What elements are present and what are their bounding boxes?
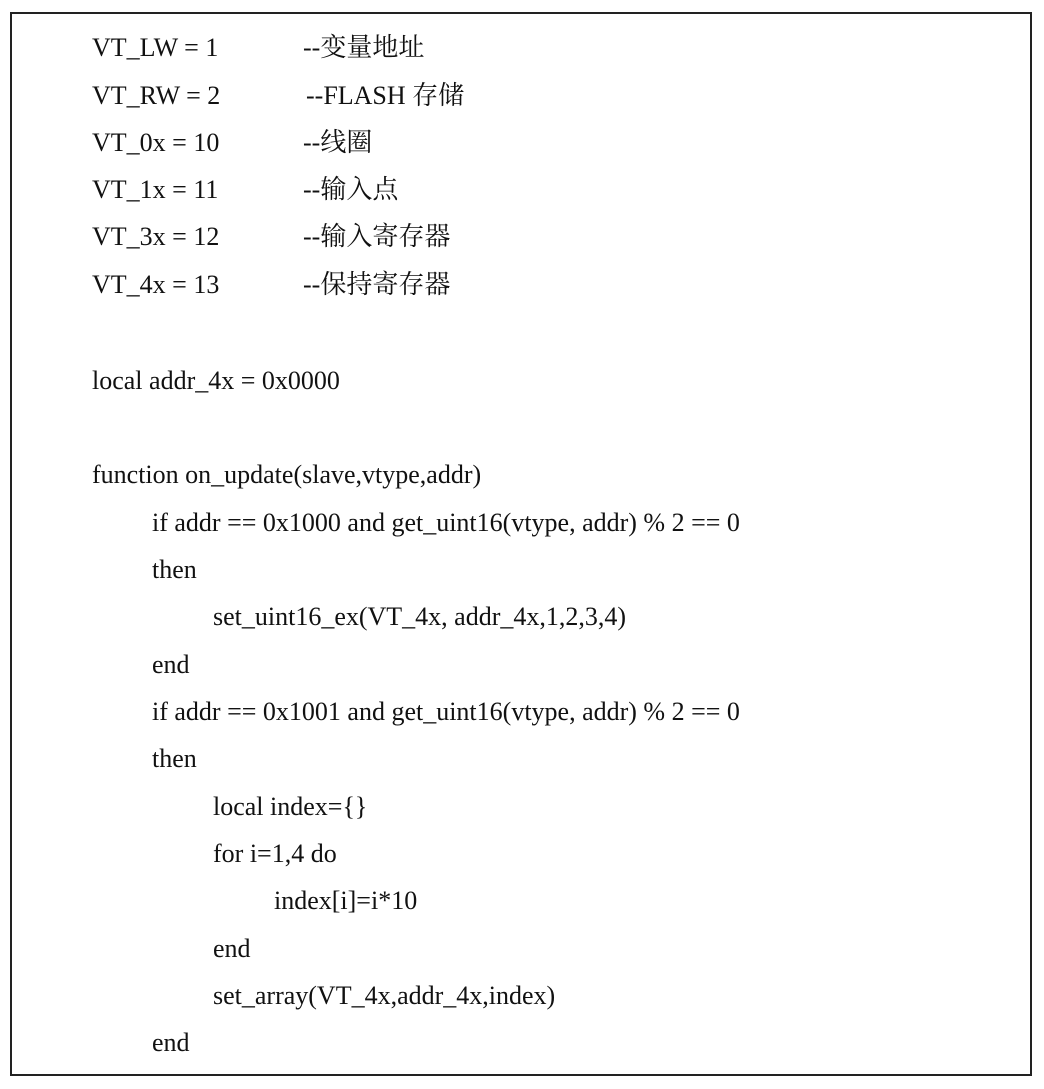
const-line-vt-rw: VT_RW = 2 <box>92 81 221 110</box>
code-line-function-def: function on_update(slave,vtype,addr) <box>92 460 482 489</box>
const-comment-vt-0x: --线圈 <box>303 128 373 157</box>
const-line-vt-3x: VT_3x = 12 <box>92 222 220 251</box>
const-line-vt-lw: VT_LW = 1 <box>92 33 219 62</box>
const-line-vt-0x: VT_0x = 10 <box>92 128 220 157</box>
code-line-local-index: local index={} <box>213 792 368 821</box>
code-line-then-2: then <box>152 744 197 773</box>
code-line-local-addr: local addr_4x = 0x0000 <box>92 366 340 395</box>
code-line-if-1001: if addr == 0x1001 and get_uint16(vtype, addr) % 2 == 0 <box>152 697 740 726</box>
code-line-for-loop: for i=1,4 do <box>213 839 337 868</box>
const-comment-vt-3x: --输入寄存器 <box>303 222 451 251</box>
code-line-set-array: set_array(VT_4x,addr_4x,index) <box>213 981 556 1010</box>
const-comment-vt-1x: --输入点 <box>303 175 399 204</box>
const-comment-vt-rw: --FLASH 存储 <box>306 81 465 110</box>
code-line-then-1: then <box>152 555 197 584</box>
code-line-end-2: end <box>152 1028 190 1057</box>
code-line-end-for: end <box>213 934 251 963</box>
code-line-if-1000: if addr == 0x1000 and get_uint16(vtype, addr) % 2 == 0 <box>152 508 740 537</box>
const-line-vt-4x: VT_4x = 13 <box>92 270 220 299</box>
code-line-set-uint16-ex: set_uint16_ex(VT_4x, addr_4x,1,2,3,4) <box>213 602 627 631</box>
const-line-vt-1x: VT_1x = 11 <box>92 175 219 204</box>
code-line-index-assign: index[i]=i*10 <box>274 886 418 915</box>
code-line-end-1: end <box>152 650 190 679</box>
const-comment-vt-lw: --变量地址 <box>303 33 425 62</box>
code-frame <box>10 12 1032 1076</box>
const-comment-vt-4x: --保持寄存器 <box>303 270 451 299</box>
